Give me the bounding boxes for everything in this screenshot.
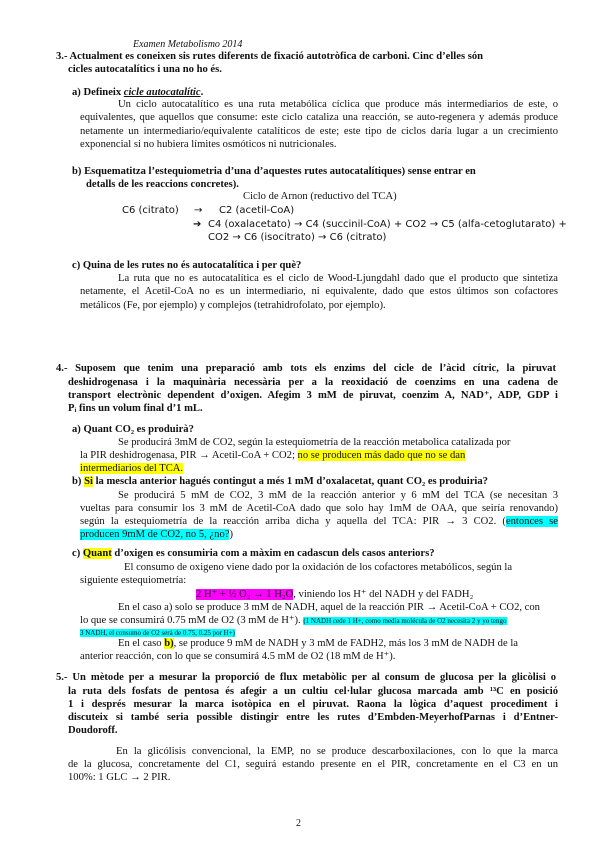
q4c-equation: 2 H⁺ + ½ O₂ → 1 H₂O, viniendo los H⁺ del NADH y del FADH₂ (196, 589, 474, 600)
q4a-label: a) Quant CO₂ es produirà? (72, 424, 194, 435)
q4c-answer-line1: El consumo de oxigeno viene dado por la oxidación de los cofactores metabólicos, según la (124, 562, 513, 573)
q3b-row3: CO2 → C6 (isocitrato) → C6 (citrato) (208, 232, 387, 243)
q4c-case-a-line1: En el caso a) solo se produce 3 mM de NADH, aquel de la reacción PIR → Acetil-CoA + CO2, con (118, 602, 540, 613)
q4b-answer-line4: producen 9mM de CO2, no 5, ¿no?) (80, 529, 233, 540)
q3a-answer: Un ciclo autocatalítico es una ruta metabólica cíclica que produce más intermediarios de este, o equivalentes, que aquellos que consume: este ciclo cataliza una reacción, se auto-regenera y además produce netamente un intermediario/equivalente catalíticos de este; este tipo de ciclos daría lugar a un crecimiento exponencial si no hubiera límites osmóticos ni nutricionales. (80, 99, 558, 151)
q4c-label: c) Quant d’oxigen es consumiria com a màxim en cadascun dels casos anteriors? (72, 548, 435, 559)
q4b-answer-line3: según la estequiometría de la reacción arriba dicha y aquella del TCA: PIR → 3 CO2. (entonces se (80, 516, 558, 527)
q3a-label: a) Defineix cicle autocatalític. (72, 87, 204, 98)
q4c-case-b-line1: En el caso b), se produce 9 mM de NADH y 3 mM de FADH2, más los 3 mM de NADH de la (118, 638, 518, 649)
q3b-row2-arrow: ➔ (193, 219, 202, 230)
q4-title-line4: Pᵢ fins un volum final d’1 mL. (68, 403, 203, 414)
q4c-highlight-quant: Quant (82, 548, 112, 559)
q4c-note-line1: (1 NADH cede 1 H+, como media molécula de O2 necesita 2 y yo tengo (303, 617, 507, 625)
q3b-row1-right: C2 (acetil-CoA) (219, 205, 295, 216)
q5-answer-line2: de la glucosa, concretamente del C1, seguirá estando presente en el PIR, concretamente en el C3 en un (68, 759, 558, 770)
q4c-case-a-line2: lo que se consumirá 0.75 mM de O2 (3 mM de H⁺). (1 NADH cede 1 H+, como media molécula de O2 necesita 2 y yo tengo (80, 615, 507, 626)
q5-title-line3: 1 i després mesurar la marca isotòpica en el piruvat. Raona la lògica d’aquest procediment i (68, 699, 558, 710)
q3b-cycle-title: Ciclo de Arnon (reductivo del TCA) (243, 191, 397, 202)
q4b-label: b) Si la mescla anterior hagués contingut a més 1 mM d’oxalacetat, quant CO₂ es produiria? (72, 476, 488, 487)
q4b-highlight-si: Si (84, 476, 93, 487)
q4a-highlight: no se producen más dado que no se dan (297, 450, 466, 461)
q4-title-line1: 4.- Suposem que tenim una preparació amb tots els enzims del cicle de l’àcid cítric, la piruvat (56, 363, 556, 374)
q3c-answer: La ruta que no es autocatalítica es el ciclo de Wood-Ljungdahl dado que el producto que sintetiza netamente, el Acetil-CoA no es un intermediario, ni equivalente, dado que estos últimos son cofactores metálicos (Fe, por ejemplo) y complejos (tetrahidrofolato, por ejemplo). (80, 273, 558, 311)
q3b-label-line2: detalls de les reaccions concretes). (86, 179, 239, 190)
q4a-answer-line2: la PIR deshidrogenasa, PIR → Acetil-CoA + CO2; no se producen más dado que no se dan (80, 450, 466, 461)
q3-title-line2: cicles autocatalítics i una no ho és. (68, 64, 222, 75)
q4c-equation-highlight: 2 H⁺ + ½ O₂ → 1 H₂O (196, 589, 294, 600)
q3a-term: cicle autocatalític (123, 87, 201, 98)
q5-title-line2: la ruta dels fosfats de pentosa és afegir a un cultiu cel·lular glucosa marcada amb ¹³C en posició (68, 686, 558, 697)
q4a-answer-line1: Se producirá 3mM de CO2, según la estequiometría de la reacción metabolica catalizada por (118, 437, 511, 448)
q3b-row2: C4 (oxalacetato) → C4 (succinil-CoA) + CO2 → C5 (alfa-cetoglutarato) + (208, 219, 567, 230)
page-number: 2 (296, 818, 301, 829)
q5-title-line4: discuteix si també seria possible distingir entre les rutes d’Embden-MeyerhofParnas i d’Entner- (68, 712, 558, 723)
q3-title-line1: 3.- Actualment es coneixen sis rutes diferents de fixació autotròfica de carboni. Cinc d’elles són (56, 51, 484, 62)
q4a-answer-line3: intermediarios del TCA. (80, 463, 184, 474)
q4c-case-b-line2: anterior reacción, con lo que se consumirá 4.5 mM de O2 (18 mM de H⁺). (80, 651, 396, 662)
q4c-note-line2: 3 NADH, el consumo de O2 será de 0.75, 0.25 por H+) (80, 629, 236, 637)
q3b-row1-arrow: → (194, 205, 203, 216)
q4b-highlight: entonces se (505, 516, 558, 527)
q3b-row1-left: C6 (citrato) (122, 205, 179, 216)
q3b-label-line1: b) Esquematitza l’estequiometria d’una d’aquestes rutes autocatalítiques) sense entrar en (72, 166, 476, 177)
q4-title-line2: deshidrogenasa i la maquinària necessària per a la reoxidació de coenzims en una cadena de (68, 377, 558, 388)
q3c-label: c) Quina de les rutes no és autocatalítica i per què? (72, 260, 302, 271)
q4-title-line3: transport electrònic dependent d’oxigen. Afegim 3 mM de piruvat, coenzim A, NAD⁺, ADP, GDP i (68, 390, 558, 401)
q5-title-line1: 5.- Un mètode per a mesurar la proporció de flux metabòlic per al consum de glucosa per la glicòlisi o (56, 672, 556, 683)
q4c-case-b-highlight: b) (164, 638, 174, 649)
q5-title-line5: Doudoroff. (68, 725, 118, 736)
q4b-answer-line2: vueltas para consumir los 3 mM de Acetil-CoA dado que solo hay 1mM de OAA, que seiría renovando) (80, 503, 558, 514)
q4c-answer-line2: siguiente estequiometría: (80, 575, 187, 586)
q5-answer-line3: 100%: 1 GLC → 2 PIR. (68, 772, 171, 783)
q5-answer-line1: En la glicólisis convencional, la EMP, no se produce descarboxilaciones, con lo que la marca (116, 746, 558, 757)
q4b-answer-line1: Se producirá 5 mM de CO2, 3 mM de la reacción anterior y 6 mM del TCA (se necesitan 3 (118, 490, 558, 501)
page-header: Examen Metabolismo 2014 (133, 39, 243, 50)
